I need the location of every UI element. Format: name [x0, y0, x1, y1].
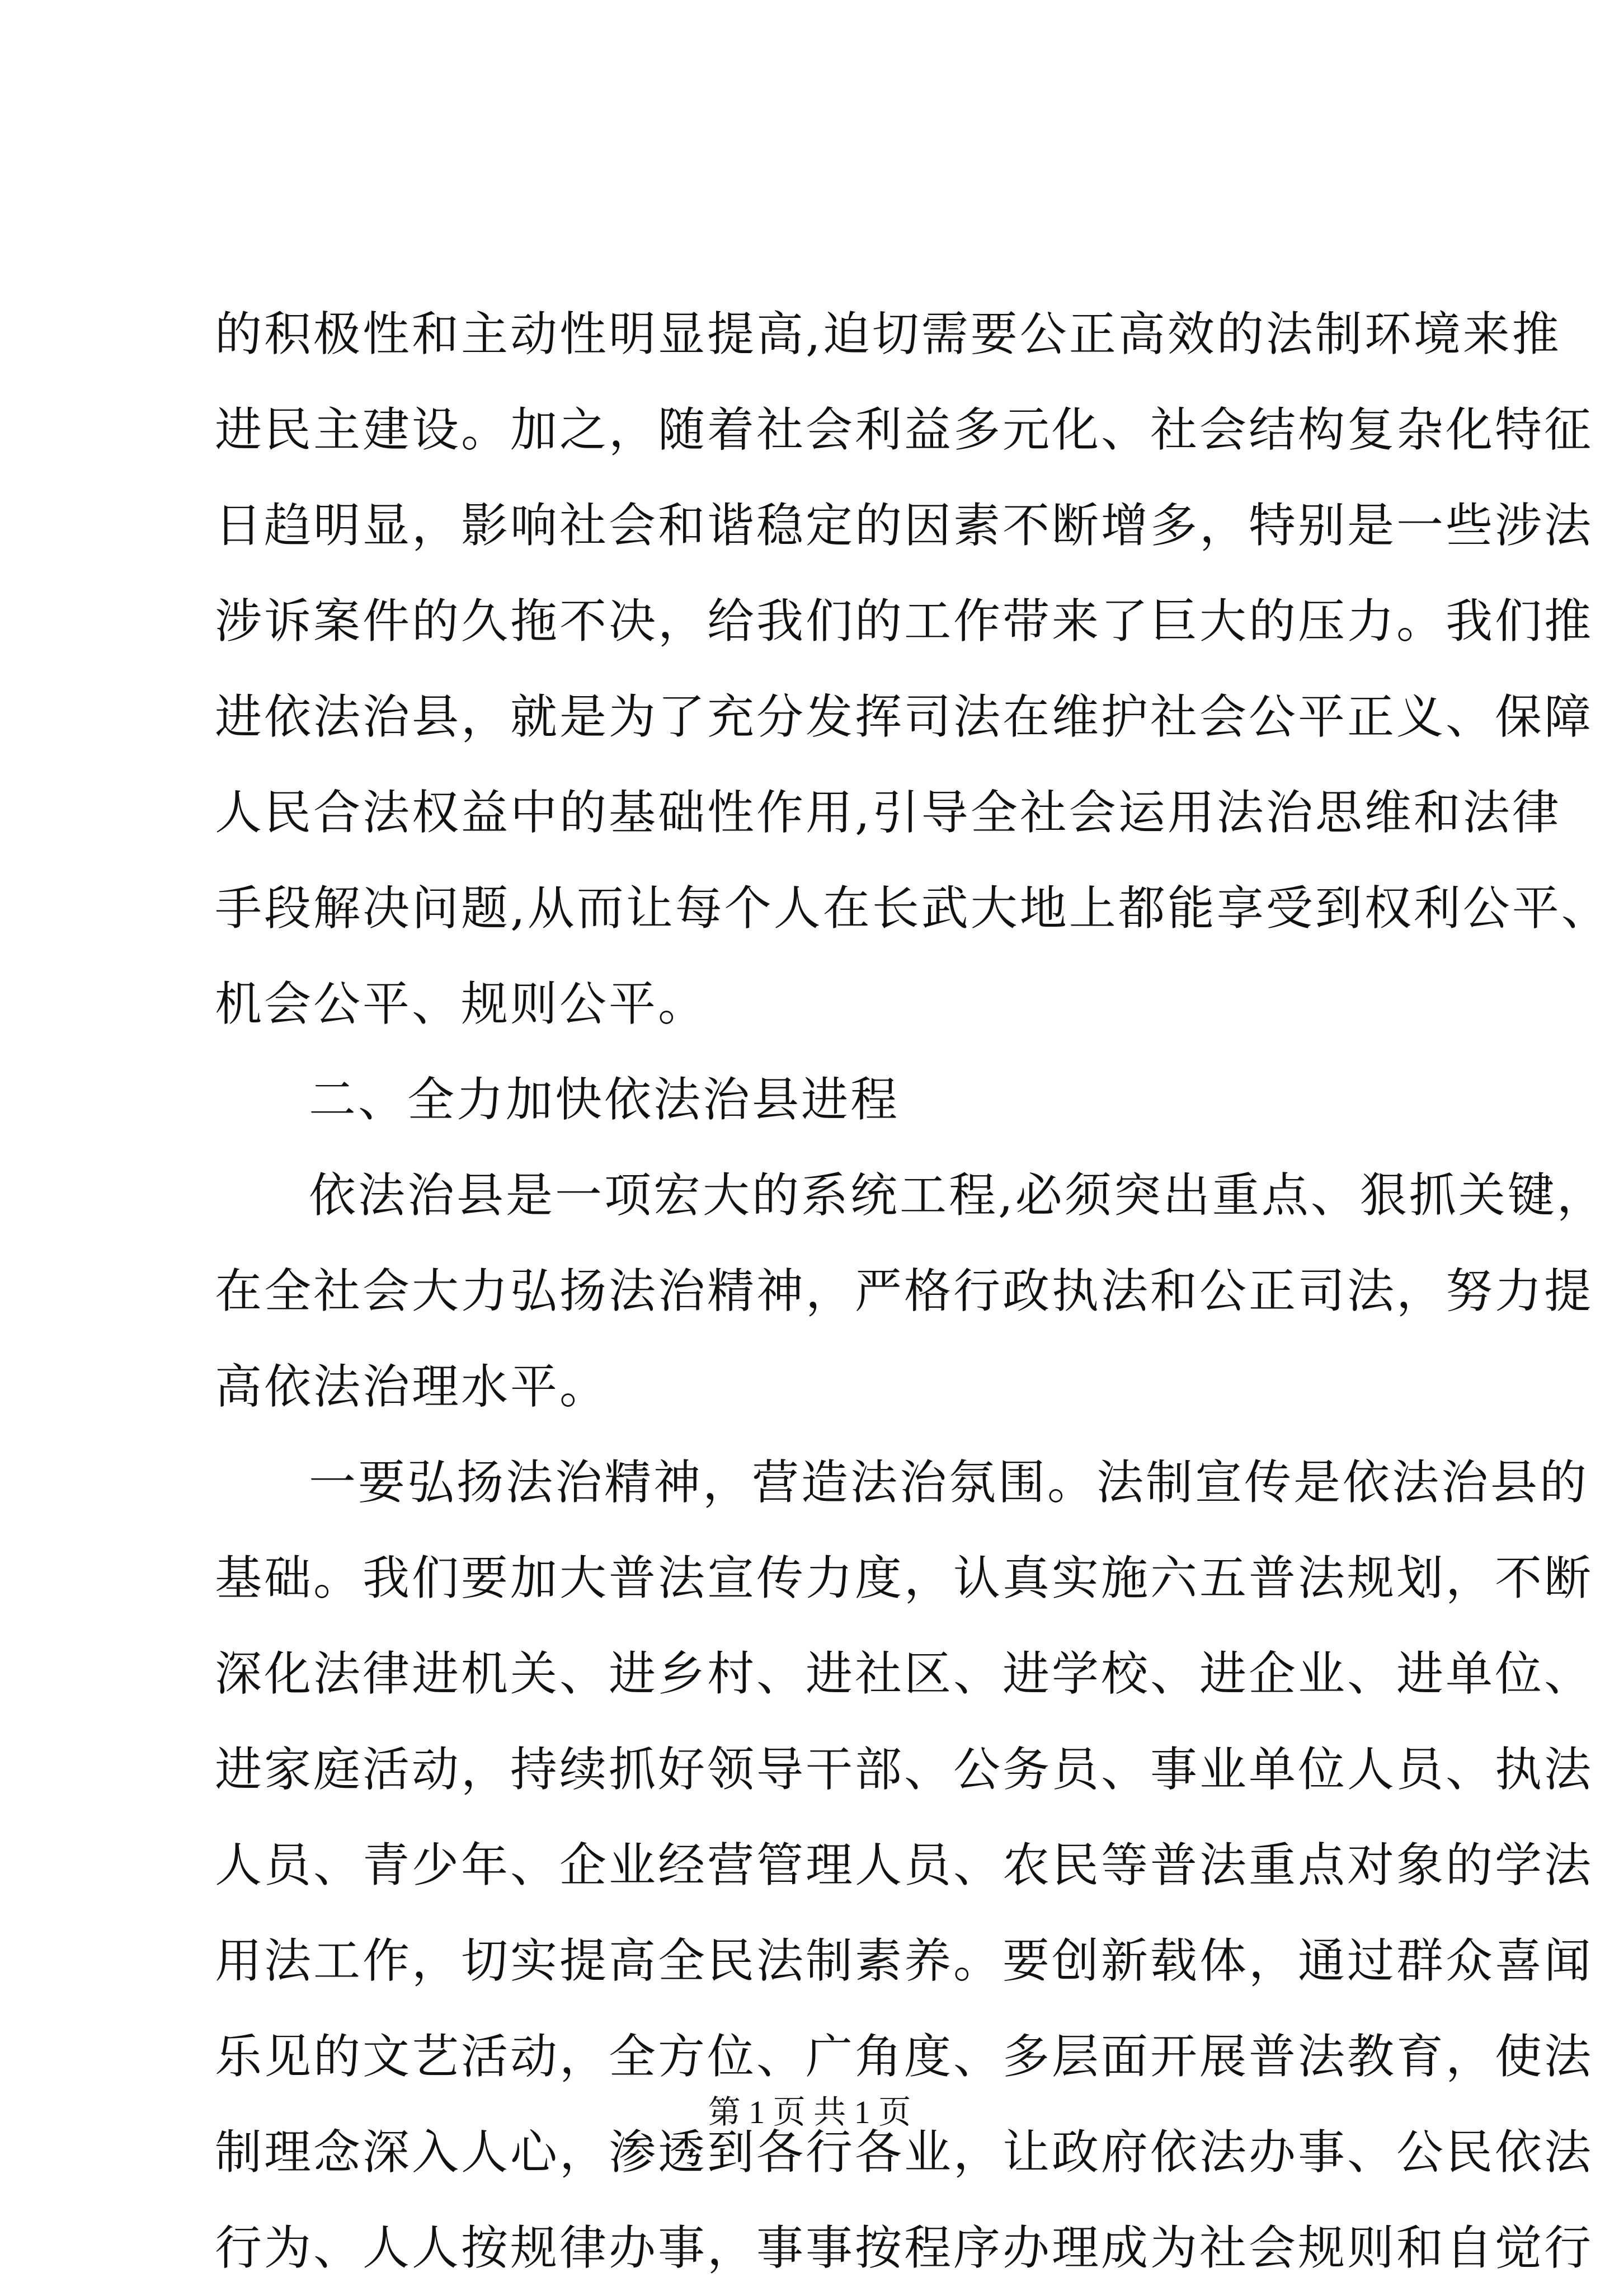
text-line: 制理念深入人心，渗透到各行各业，让政府依法办事、公民依法	[215, 2125, 1594, 2180]
text-line: 手段解决问题,从而让每个人在长武大地上都能享受到权利公平、	[215, 881, 1611, 936]
text-line: 机会公平、规则公平。	[215, 976, 708, 1031]
text-line: 用法工作，切实提高全民法制素养。要创新载体，通过群众喜闻	[215, 1933, 1594, 1988]
text-line: 深化法律进机关、进乡村、进社区、进学校、进企业、进单位、	[215, 1646, 1594, 1701]
text-line: 人民合法权益中的基础性作用,引导全社会运用法治思维和法律	[215, 785, 1561, 840]
text-line: 的积极性和主动性明显提高,迫切需要公正高效的法制环境来推	[215, 307, 1561, 361]
text-line: 涉诉案件的久拖不决，给我们的工作带来了巨大的压力。我们推	[215, 594, 1594, 649]
text-line: 高依法治理水平。	[215, 1359, 609, 1414]
text-line: 进依法治县，就是为了充分发挥司法在维护社会公平正义、保障	[215, 689, 1594, 744]
text-line: 进家庭活动，持续抓好领导干部、公务员、事业单位人员、执法	[215, 1742, 1594, 1797]
text-line: 行为、人人按规律办事，事事按程序办理成为社会规则和自觉行	[215, 2220, 1594, 2275]
text-line: 进民主建设。加之，随着社会利益多元化、社会结构复杂化特征	[215, 402, 1594, 457]
text-line: 一要弘扬法治精神，营造法治氛围。法制宣传是依法治县的	[309, 1455, 1589, 1510]
text-line: 基础。我们要加大普法宣传力度，认真实施六五普法规划，不断	[215, 1551, 1594, 1605]
text-line: 在全社会大力弘扬法治精神，严格行政执法和公正司法，努力提	[215, 1264, 1594, 1318]
page-number-footer: 第 1 页 共 1 页	[708, 2094, 911, 2130]
text-line: 日趋明显，影响社会和谐稳定的因素不断增多，特别是一些涉法	[215, 498, 1594, 553]
text-line: 乐见的文艺活动，全方位、广角度、多层面开展普法教育，使法	[215, 2029, 1594, 2084]
section-heading: 二、全力加快依法治县进程	[309, 1072, 900, 1127]
text-line: 人员、青少年、企业经营管理人员、农民等普法重点对象的学法	[215, 1838, 1594, 1893]
document-body	[215, 287, 1611, 2296]
text-line: 依法治县是一项宏大的系统工程,必须突出重点、狠抓关键，	[309, 1168, 1606, 1223]
